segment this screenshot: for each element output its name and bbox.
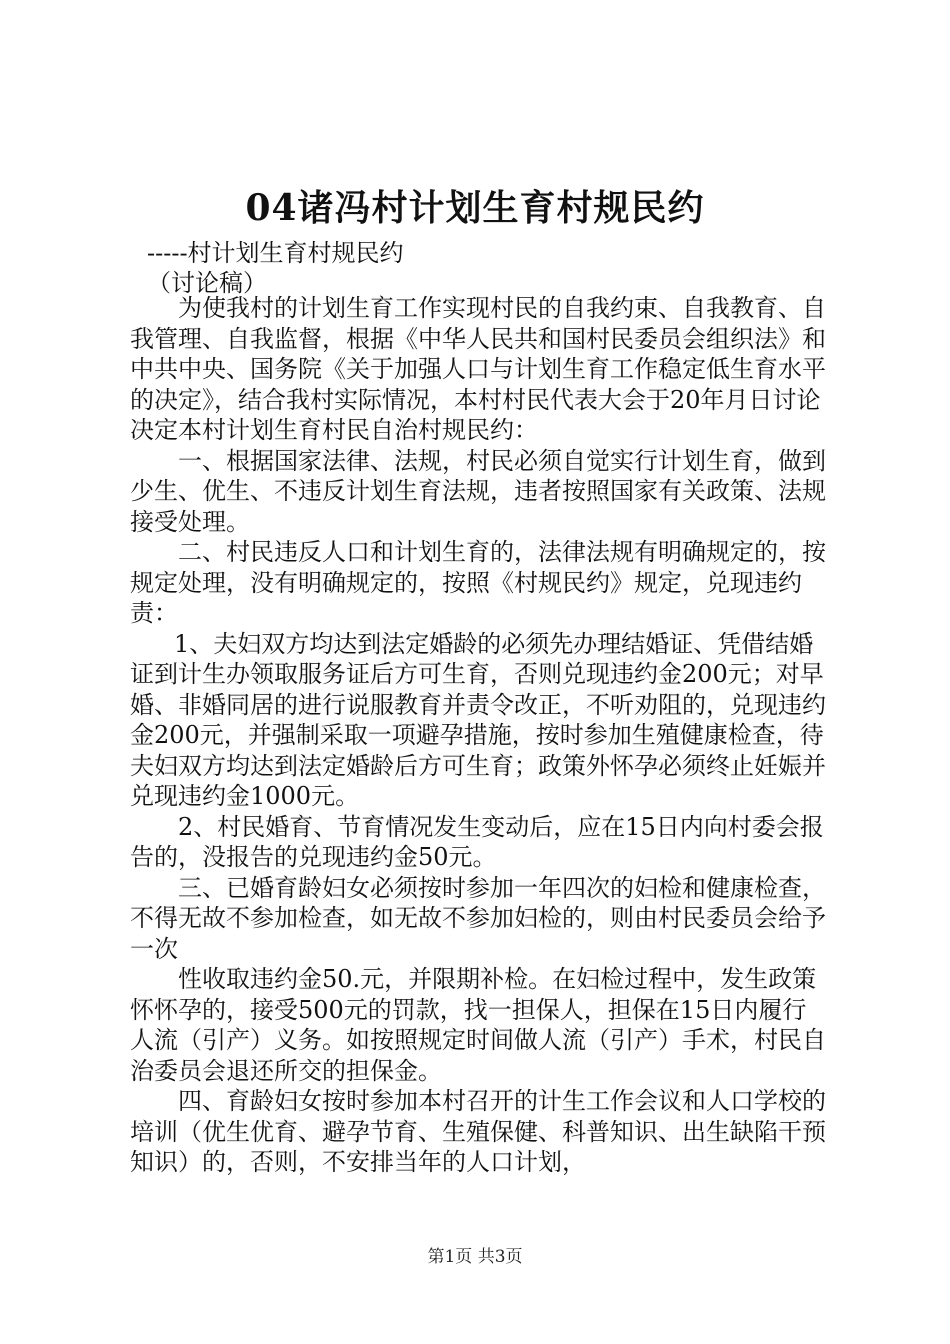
paragraph-article-1: 一、根据国家法律、法规，村民必须自觉实行计划生育，做到少生、优生、不违反计划生育法规，违者按照国家有关政策、法规接受处理。 [130, 446, 826, 536]
paragraph-article-4: 四、育龄妇女按时参加本村召开的计生工作会议和人口学校的培训（优生优育、避孕节育、生殖保健、科普知识、出生缺陷干预知识）的，否则，不安排当年的人口计划， [130, 1087, 826, 1176]
document-body [130, 293, 830, 1178]
paragraph-intro: 为使我村的计划生育工作实现村民的自我约束、自我教育、自我管理、自我监督，根据《中华人民共和国村民委员会组织法》和中共中央、国务院《关于加强人口与计划生育工作稳定低生育水平的决定》，结合我村实际情况，本村村民代表大会于20年月日讨论决定本村计划生育村民自治村规民约： [130, 294, 826, 444]
document-subtitle: -----村计划生育村规民约 [147, 239, 404, 267]
paragraph-article-2: 二、村民违反人口和计划生育的，法律法规有明确规定的，按规定处理，没有明确规定的，按照《村规民约》规定，兑现违约责： [130, 538, 826, 627]
document-title: 04诸冯村计划生育村规民约 [245, 187, 705, 229]
draft-note: （讨论稿） [147, 269, 267, 297]
page-footer: 第1页 共3页 [427, 1247, 523, 1267]
paragraph-clause-2: 2、村民婚育、节育情况发生变动后，应在15日内向村委会报告的，没报告的兑现违约金50元。 [130, 812, 824, 871]
paragraph-clause-1: 1、夫妇双方均达到法定婚龄的必须先办理结婚证、凭借结婚证到计生办领取服务证后方可生育，否则兑现违约金200元；对早婚、非婚同居的进行说服教育并责令改正，不听劝阻的，兑现违约金200元，并强制采取一项避孕措施，按时参加生殖健康检查，待夫妇双方均达到法定婚龄后方可生育；政策外怀孕必须终止妊娠并兑现违约金1000元。 [130, 629, 826, 810]
paragraph-article-3-continued: 性收取违约金50.元，并限期补检。在妇检过程中，发生政策怀怀孕的，接受500元的罚款，找一担保人，担保在15日内履行人流（引产）义务。如按照规定时间做人流（引产）手术，村民自治委员会退还所交的担保金。 [130, 965, 826, 1085]
paragraph-article-3: 三、已婚育龄妇女必须按时参加一年四次的妇检和健康检查，不得无故不参加检查，如无故不参加妇检的，则由村民委员会给予一次 [130, 873, 826, 963]
